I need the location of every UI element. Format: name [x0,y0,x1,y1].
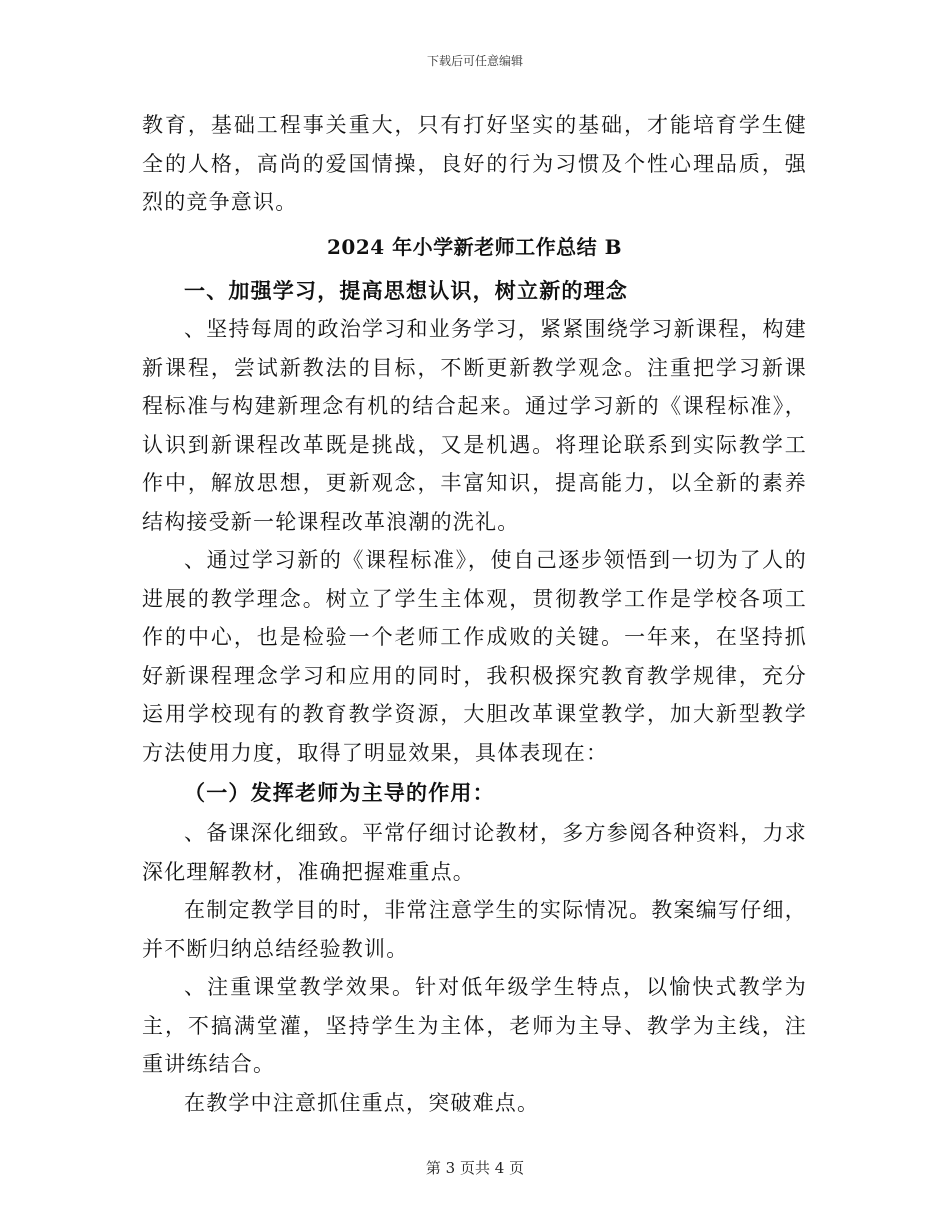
paragraph-1: 、坚持每周的政治学习和业务学习，紧紧围绕学习新课程，构建新课程，尝试新教法的目标，不断更新教学观念。注重把学习新课程标准与构建新理念有机的结合起来。通过学习新的《课程标准》，认识到新课程改革既是挑战，又是机遇。将理论联系到实际教学工作中，解放思想，更新观念，丰富知识，提高能力，以全新的素养结构接受新一轮课程改革浪潮的洗礼。 [142,317,807,534]
paragraph-6: 在教学中注意抓住重点，突破难点。 [184,1090,540,1115]
document-title: 2024 年小学新老师工作总结 B [327,234,622,259]
paragraph-5: 、注重课堂教学效果。针对低年级学生特点，以愉快式教学为主，不搞满堂灌，坚持学生为主体，老师为主导、教学为主线，注重讲练结合。 [142,975,807,1076]
paragraph-4: 在制定教学目的时，非常注意学生的实际情况。教案编写仔细，并不断归纳总结经验教训。 [142,898,807,961]
section-heading-1: 一、加强学习，提高思想认识，树立新的理念 [184,277,628,303]
subsection-heading-1: （一）发挥老师为主导的作用： [184,780,495,805]
page-footer: 第 3 页共 4 页 [425,1159,525,1177]
document-body [142,106,807,1122]
page-header: 下载后可任意编辑 [426,54,523,68]
paragraph-3: 、备课深化细致。平常仔细讨论教材，多方参阅各种资料，力求深化理解教材，准确把握难重点。 [142,821,807,884]
paragraph-2: 、通过学习新的《课程标准》，使自己逐步领悟到一切为了人的进展的教学理念。树立了学生主体观，贯彻教学工作是学校各项工作的中心，也是检验一个老师工作成败的关键。一年来，在坚持抓好新课程理念学习和应用的同时，我积极探究教育教学规律，充分运用学校现有的教育教学资源，大胆改革课堂教学，加大新型教学方法使用力度，取得了明显效果，具体表现在： [142,548,807,765]
intro-paragraph: 教育，基础工程事关重大，只有打好坚实的基础，才能培育学生健全的人格，高尚的爱国情操，良好的行为习惯及个性心理品质，强烈的竞争意识。 [142,113,807,214]
